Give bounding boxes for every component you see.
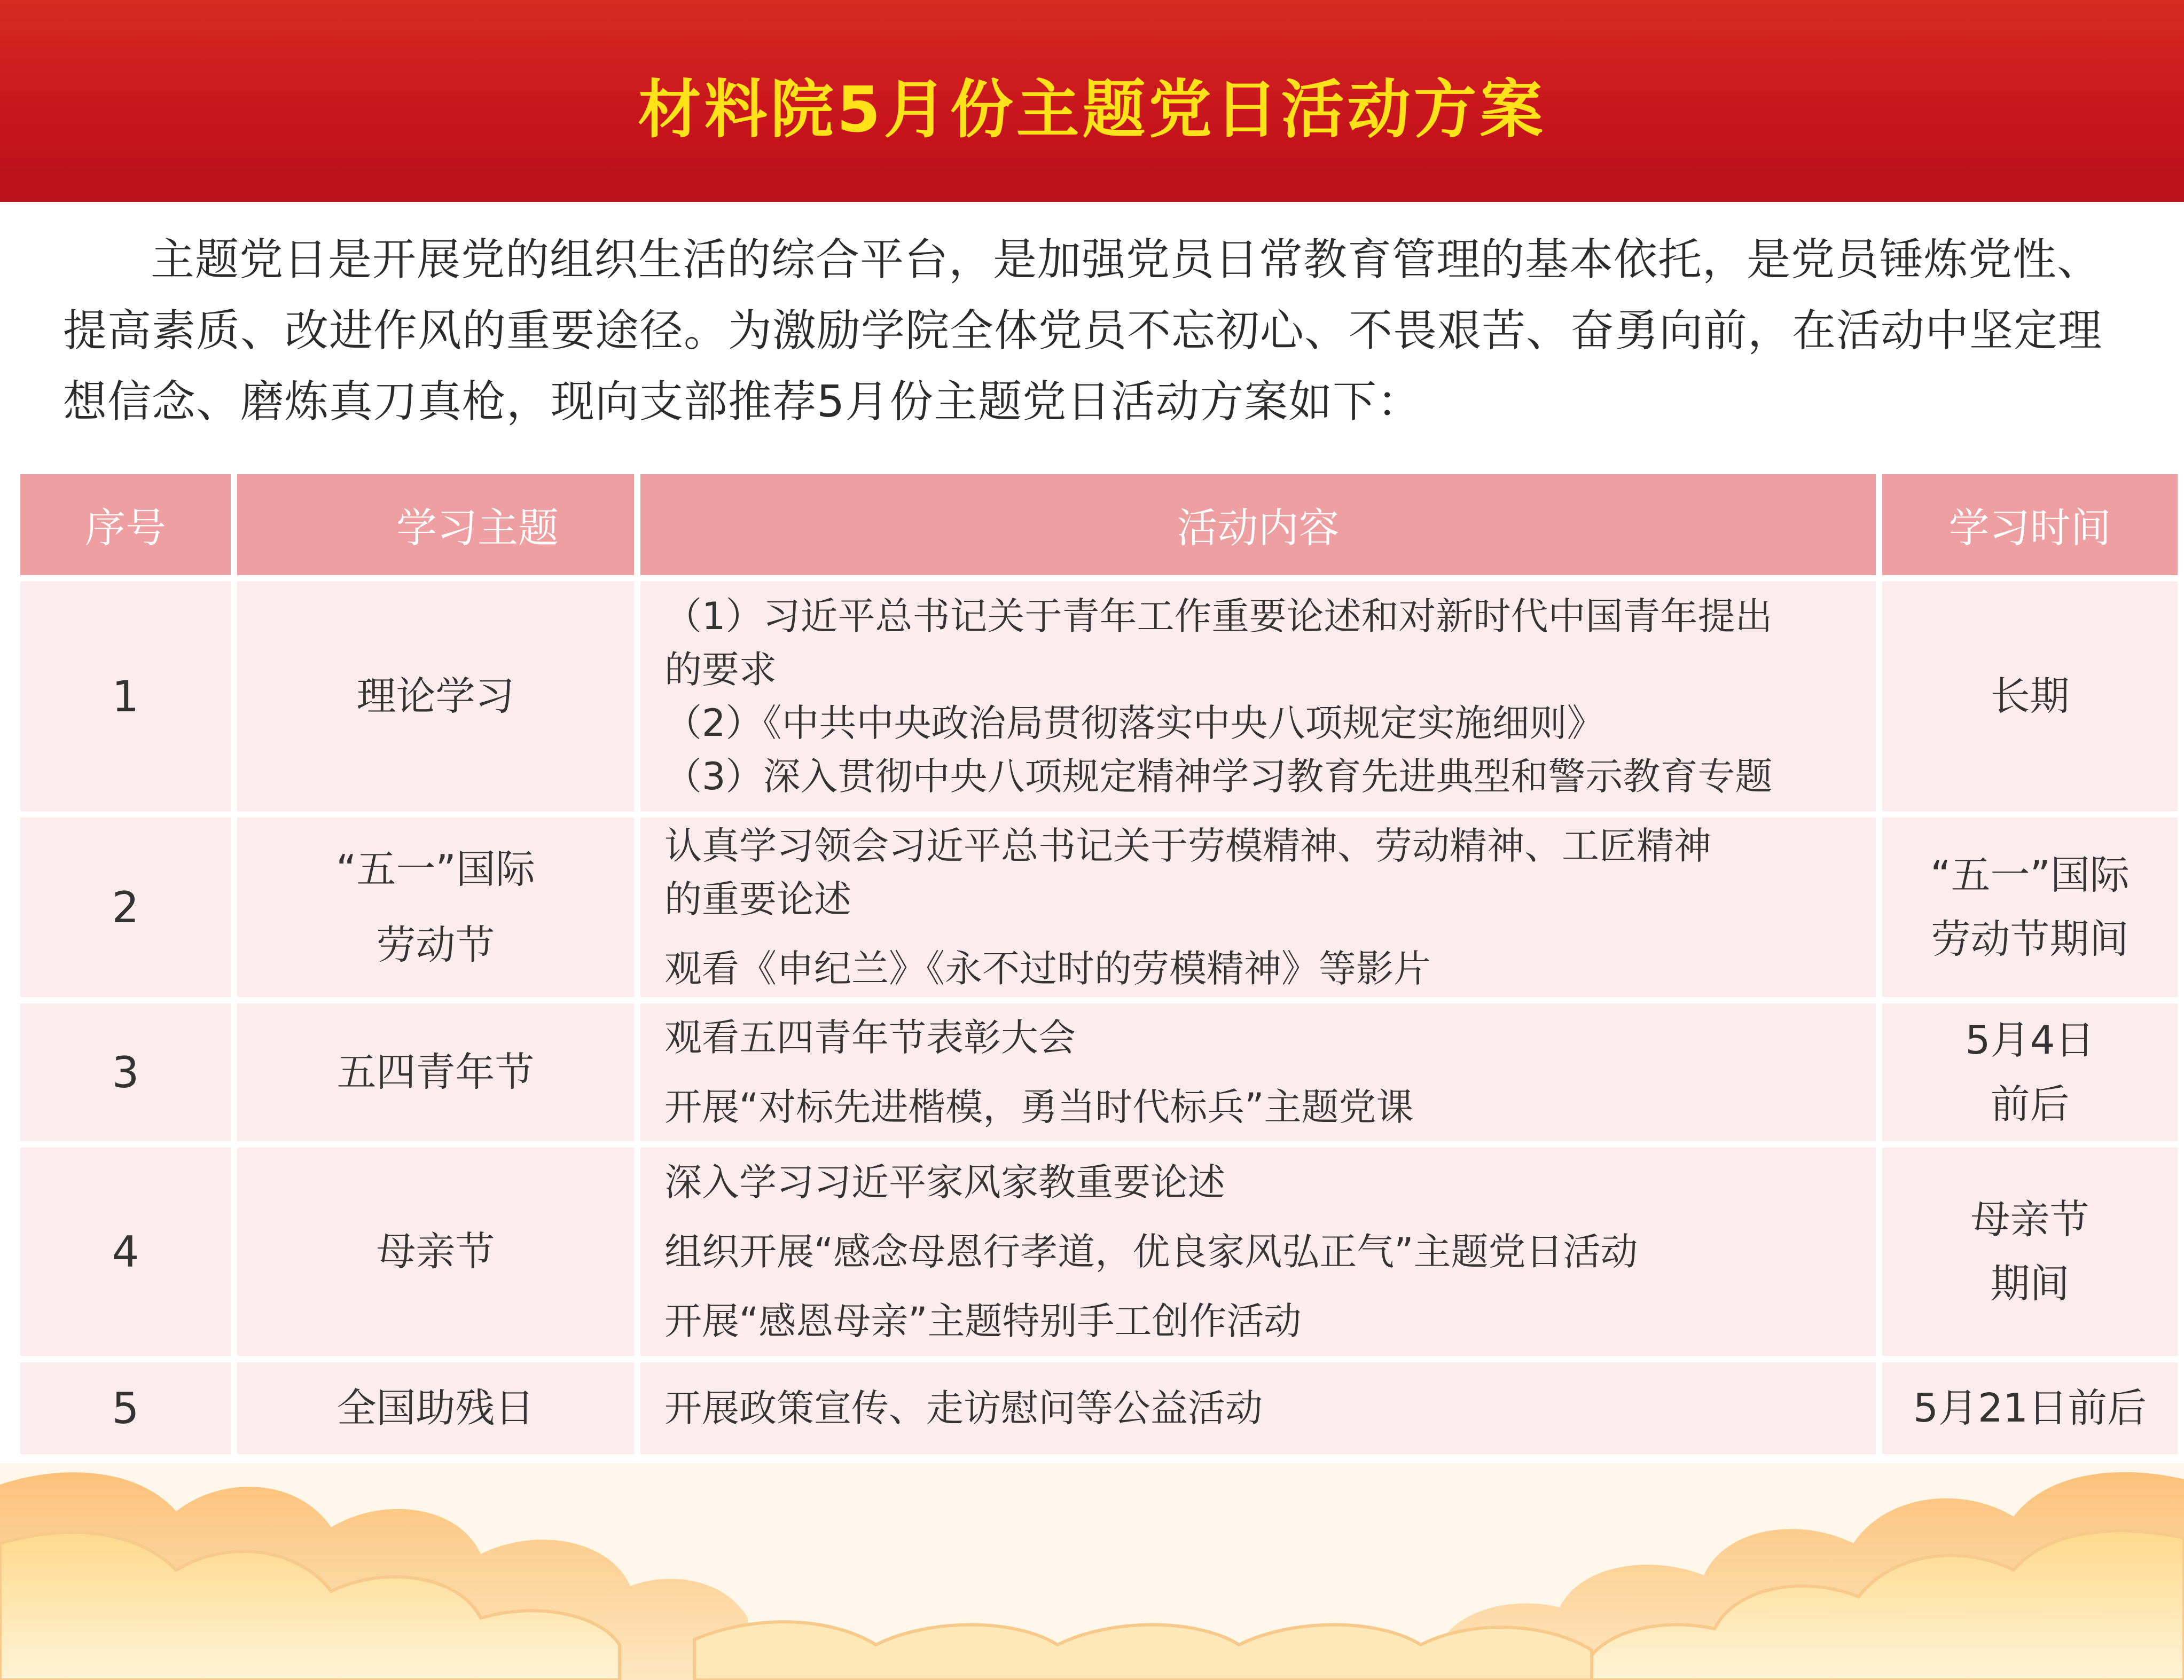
row-topic: 理论学习 [237, 582, 634, 811]
row-topic: 母亲节 [237, 1148, 634, 1356]
time-line: 劳动节期间 [1931, 916, 2129, 962]
row-time: 5月21日前后 [1882, 1362, 2178, 1454]
row-time [1882, 1148, 2178, 1356]
row-content [640, 1003, 1876, 1141]
row-time: 长期 [1882, 582, 2178, 811]
content-line: （1）习近平总书记关于青年工作重要论述和对新时代中国青年提出 [664, 594, 1773, 638]
row-time [1882, 1003, 2178, 1141]
row-time [1882, 818, 2178, 997]
row-topic: 五四青年节 [237, 1003, 634, 1141]
row-content [640, 582, 1876, 811]
row-topic [237, 818, 634, 997]
content-line: （3）深入贯彻中央八项规定精神学习教育先进典型和警示教育专题 [664, 755, 1773, 798]
content-line: 观看五四青年节表彰大会 [664, 1016, 1076, 1059]
intro-paragraph: 主题党日是开展党的组织生活的综合平台，是加强党员日常教育管理的基本依托，是党员锤炼党性、提高素质、改进作风的重要途径。为激励学院全体党员不忘初心、不畏艰苦、奋勇向前，在活动中坚定理想信念、磨炼真刀真枪，现向支部推荐5月份主题党日活动方案如下： [63, 234, 2103, 427]
content-line: 开展“对标先进楷模，勇当时代标兵”主题党课 [664, 1085, 1414, 1129]
table-row [20, 1148, 2178, 1356]
content-line: 的要求 [664, 648, 777, 692]
table-row [20, 818, 2178, 997]
header-cell-number: 序号 [20, 474, 231, 575]
time-line: “五一”国际 [1930, 852, 2130, 898]
row-content [640, 818, 1876, 997]
table-row [20, 1003, 2178, 1141]
row-content [640, 1362, 1876, 1454]
time-line: 期间 [1990, 1261, 2070, 1307]
table-header-row [20, 474, 2178, 575]
row-number: 4 [20, 1148, 231, 1356]
row-topic: 全国助残日 [237, 1362, 634, 1454]
content-line: 认真学习领会习近平总书记关于劳模精神、劳动精神、工匠精神 [664, 824, 1711, 868]
time-line: 前后 [1990, 1081, 2070, 1127]
content-line: 的重要论述 [664, 877, 851, 921]
row-number: 1 [20, 582, 231, 811]
content-line: 开展“感恩母亲”主题特别手工创作活动 [664, 1299, 1302, 1343]
content-line: 观看《申纪兰》《永不过时的劳模精神》等影片 [664, 947, 1431, 991]
row-content [640, 1148, 1876, 1356]
cloud-decoration [0, 1463, 2184, 1680]
content-line: （2）《中共中央政治局贯彻落实中央八项规定实施细则》 [664, 701, 1604, 745]
table-row [20, 582, 2178, 811]
time-line: 5月4日 [1965, 1017, 2095, 1063]
topic-line: 劳动节 [376, 922, 495, 968]
table-row [20, 1362, 2178, 1454]
time-line: 母亲节 [1970, 1197, 2089, 1243]
content-line: 开展政策宣传、走访慰问等公益活动 [664, 1386, 1263, 1430]
header-cell-content: 活动内容 [640, 474, 1876, 575]
header-cell-time: 学习时间 [1882, 474, 2178, 575]
row-number: 5 [20, 1362, 231, 1454]
header-cell-topic: 学习主题 [237, 474, 634, 575]
topic-line: “五一”国际 [336, 846, 535, 892]
content-line: 深入学习习近平家风家教重要论述 [664, 1160, 1225, 1204]
content-line: 组织开展“感念母恩行孝道，优良家风弘正气”主题党日活动 [664, 1230, 1638, 1274]
page-title: 材料院5月份主题党日活动方案 [638, 73, 1546, 146]
activity-table [14, 468, 2184, 1461]
row-number: 3 [20, 1003, 231, 1141]
header-banner [0, 0, 2184, 202]
row-number: 2 [20, 818, 231, 997]
